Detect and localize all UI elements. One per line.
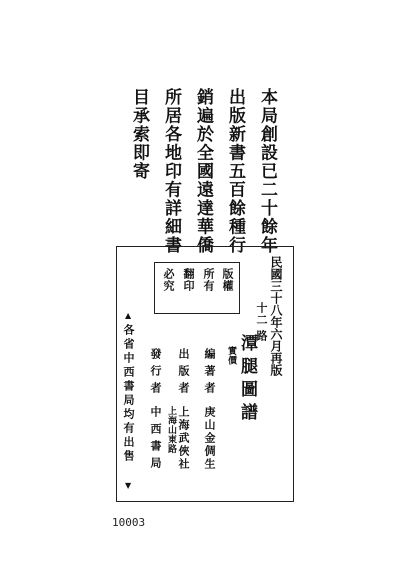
book-title: 潭腿圖譜 xyxy=(237,334,257,426)
author-label: 編著者 xyxy=(203,348,216,399)
price-suffix: 路 xyxy=(255,330,268,342)
distributor-address: 上海山東路 xyxy=(166,406,176,454)
publisher-value: 上海武俠社 xyxy=(177,406,190,471)
distributor-label: 發行者 xyxy=(149,348,162,399)
publisher-label: 出版者 xyxy=(177,348,190,399)
sales-notice: 各省中西書局均有出售 xyxy=(122,324,135,464)
rights-text-1: 版權 xyxy=(221,268,234,292)
price-prefix: 十二 xyxy=(255,302,268,326)
ad-column-1: 本局創設已二十餘年 xyxy=(257,88,277,255)
distributor-value: 中西書局 xyxy=(149,406,162,474)
publication-date: 民國三十八年六月再版 xyxy=(269,256,283,376)
ad-column-4: 所居各地印有詳細書 xyxy=(161,88,181,255)
rights-text-2: 所有 xyxy=(202,268,215,292)
ad-column-3: 銷遍於全國遠達華僑 xyxy=(193,88,213,255)
price-label: 實價 xyxy=(226,346,236,365)
serial-number: 10003 xyxy=(112,516,146,529)
author-value: 庚山金倜生 xyxy=(203,406,216,471)
triangle-up-icon: ▲ xyxy=(125,311,132,320)
ad-column-5: 目承索即寄 xyxy=(129,88,149,181)
rights-text-4: 必究 xyxy=(162,268,175,292)
triangle-down-icon: ▼ xyxy=(125,481,132,490)
rights-text-3: 翻印 xyxy=(182,268,195,292)
ad-column-2: 出版新書五百餘種行 xyxy=(225,88,245,255)
